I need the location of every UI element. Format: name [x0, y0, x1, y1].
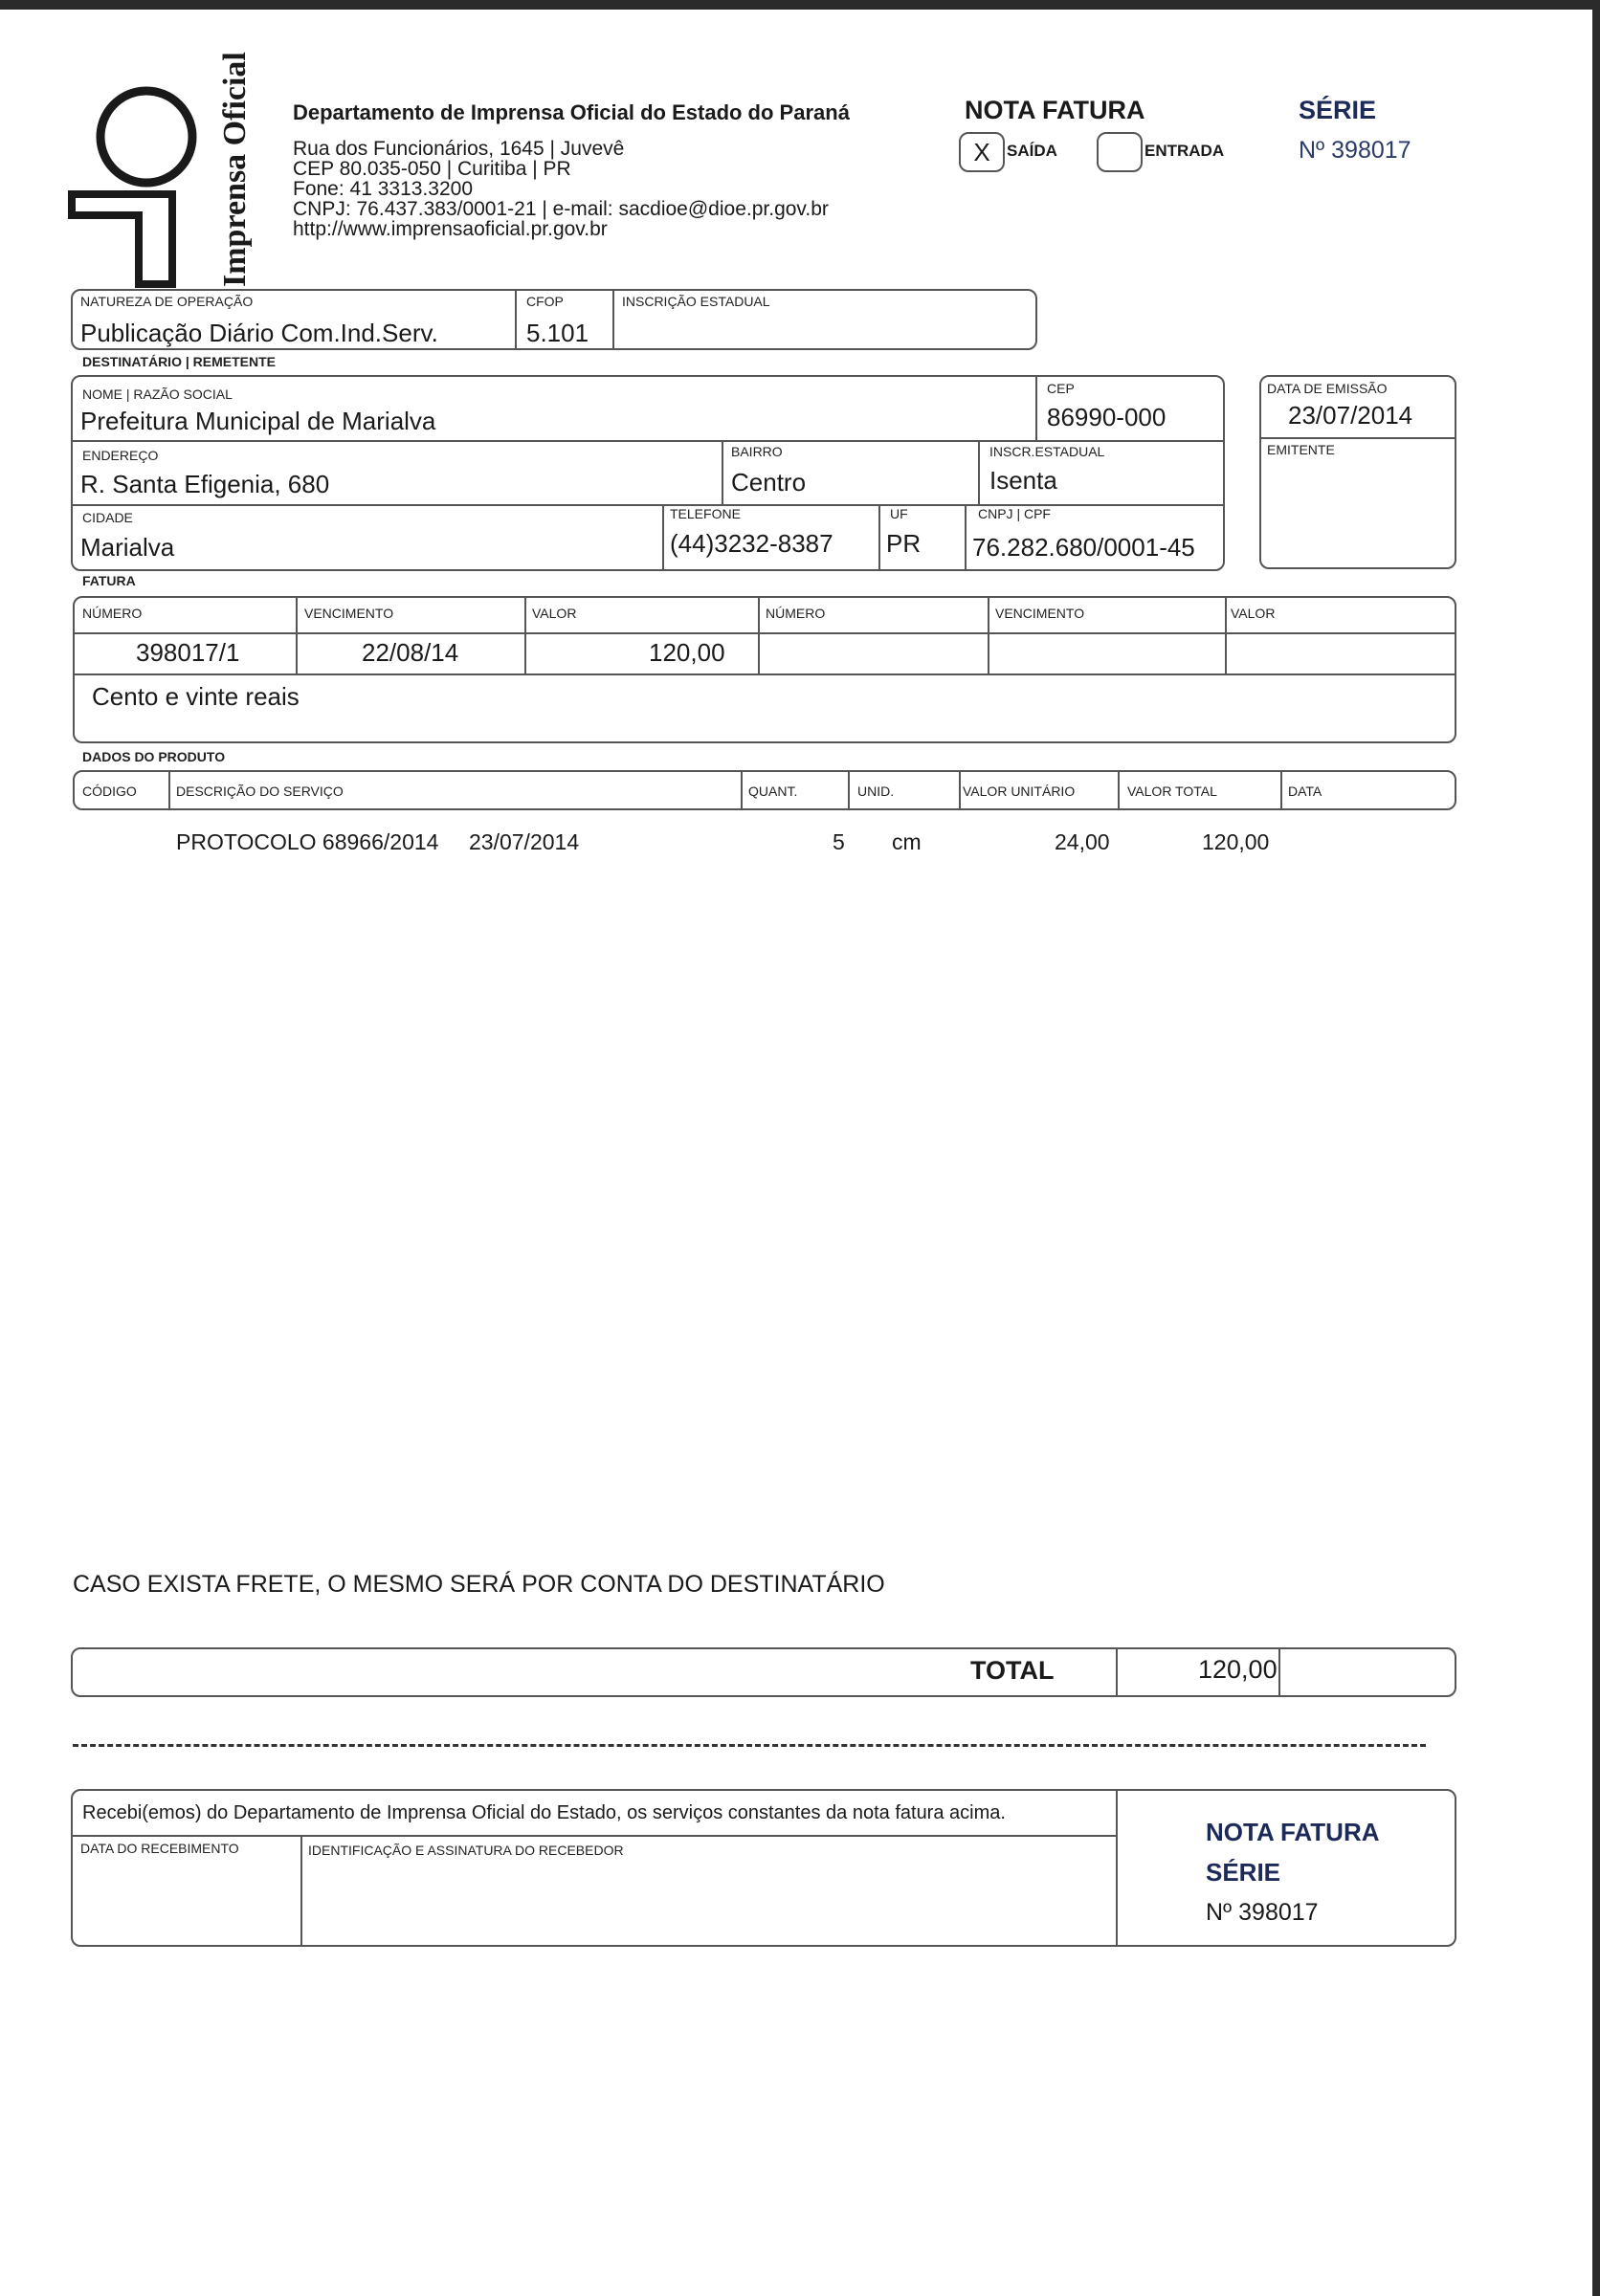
- doc-title: NOTA FATURA: [965, 96, 1145, 124]
- address-line: http://www.imprensaoficial.pr.gov.br: [293, 218, 608, 240]
- cep-value: 86990-000: [1047, 403, 1167, 431]
- address-line: Fone: 41 3313.3200: [293, 178, 473, 200]
- recibo-nota-title: NOTA FATURA: [1206, 1818, 1380, 1846]
- fatura-section-label: FATURA: [82, 573, 136, 588]
- org-address: [293, 139, 829, 239]
- saida-mark: X: [973, 138, 990, 166]
- logo-text: Imprensa Oficial: [217, 52, 253, 287]
- telefone-value: (44)3232-8387: [670, 529, 833, 558]
- produto-data-protocolo: 23/07/2014: [469, 829, 580, 854]
- entrada-label: ENTRADA: [1144, 142, 1225, 160]
- destinatario-section-label: DESTINATÁRIO | REMETENTE: [82, 354, 276, 369]
- org-name: Departamento de Imprensa Oficial do Estado do Paraná: [293, 100, 850, 124]
- produto-section-label: DADOS DO PRODUTO: [82, 749, 226, 764]
- fatura-header-numero: NÚMERO: [82, 606, 143, 621]
- fatura-numero: 398017/1: [136, 638, 240, 667]
- nome-value: Prefeitura Municipal de Marialva: [80, 407, 436, 435]
- address-line: CNPJ: 76.437.383/0001-21 | e-mail: sacdioe@dioe.pr.gov.br: [293, 198, 829, 220]
- produto-header-valor-total: VALOR TOTAL: [1127, 784, 1217, 799]
- total-label: TOTAL: [970, 1656, 1055, 1685]
- produto-header-descricao: DESCRIÇÃO DO SERVIÇO: [176, 784, 344, 799]
- recibo-numero: Nº 398017: [1206, 1899, 1319, 1926]
- produto-header-valor-unitario: VALOR UNITÁRIO: [963, 784, 1076, 799]
- produto-header-codigo: CÓDIGO: [82, 784, 137, 799]
- address-line: CEP 80.035-050 | Curitiba | PR: [293, 158, 571, 180]
- inscr-label: INSCR.ESTADUAL: [989, 444, 1105, 459]
- frete-note: CASO EXISTA FRETE, O MESMO SERÁ POR CONTA DO DESTINATÁRIO: [73, 1571, 885, 1598]
- produto-unid: cm: [892, 829, 922, 854]
- bairro-label: BAIRRO: [731, 444, 783, 459]
- produto-descricao: PROTOCOLO 68966/2014: [176, 829, 439, 854]
- endereco-label: ENDEREÇO: [82, 448, 159, 463]
- fatura-header-vencimento-2: VENCIMENTO: [995, 606, 1085, 621]
- scan-border-right: [1592, 0, 1600, 2296]
- cidade-value: Marialva: [80, 533, 175, 562]
- produto-valor-total: 120,00: [1202, 829, 1270, 854]
- fatura-header-valor: VALOR: [532, 606, 577, 621]
- ie-label: INSCRIÇÃO ESTADUAL: [622, 294, 770, 309]
- imprensa-oficial-logo: [67, 52, 253, 292]
- fatura-extenso: Cento e vinte reais: [92, 682, 300, 711]
- cidade-label: CIDADE: [82, 510, 133, 525]
- natureza-value: Publicação Diário Com.Ind.Serv.: [80, 319, 438, 347]
- fatura-valor: 120,00: [649, 638, 725, 667]
- endereco-value: R. Santa Efigenia, 680: [80, 470, 330, 498]
- logo-mark-icon: [67, 52, 253, 292]
- cfop-value: 5.101: [526, 319, 589, 347]
- produto-header-quant: QUANT.: [748, 784, 798, 799]
- produto-header-data: DATA: [1288, 784, 1322, 799]
- produto-header-unid: UNID.: [857, 784, 895, 799]
- data-emissao-label: DATA DE EMISSÃO: [1267, 381, 1388, 396]
- produto-valor-unitario: 24,00: [1055, 829, 1110, 854]
- saida-checkbox[interactable]: [959, 132, 1005, 172]
- uf-label: UF: [890, 506, 908, 521]
- inscr-value: Isenta: [989, 466, 1057, 495]
- natureza-label: NATUREZA DE OPERAÇÃO: [80, 294, 254, 309]
- saida-label: SAÍDA: [1007, 142, 1057, 160]
- produto-quant: 5: [833, 829, 845, 854]
- fatura-header-valor-2: VALOR: [1231, 606, 1276, 621]
- fatura-header-vencimento: VENCIMENTO: [304, 606, 394, 621]
- recibo-serie-label: SÉRIE: [1206, 1858, 1281, 1887]
- address-line: Rua dos Funcionários, 1645 | Juvevê: [293, 138, 625, 160]
- total-value: 120,00: [1198, 1655, 1278, 1684]
- cut-line-divider: [73, 1744, 1426, 1747]
- emitente-label: EMITENTE: [1267, 442, 1335, 457]
- fatura-vencimento: 22/08/14: [362, 638, 459, 667]
- cnpj-value: 76.282.680/0001-45: [972, 533, 1195, 562]
- serie-label: SÉRIE: [1299, 96, 1377, 124]
- recibo-text: Recebi(emos) do Departamento de Imprensa Oficial do Estado, os serviços constantes da nota fatura acima.: [82, 1802, 1006, 1823]
- nota-numero: Nº 398017: [1299, 137, 1411, 164]
- fatura-header-numero-2: NÚMERO: [766, 606, 826, 621]
- cep-label: CEP: [1047, 381, 1075, 396]
- uf-value: PR: [886, 529, 922, 558]
- bairro-value: Centro: [731, 468, 807, 497]
- entrada-checkbox[interactable]: [1097, 132, 1143, 172]
- scan-border-top: [0, 0, 1600, 10]
- cfop-label: CFOP: [526, 294, 564, 309]
- telefone-label: TELEFONE: [670, 506, 741, 521]
- assinatura-label: IDENTIFICAÇÃO E ASSINATURA DO RECEBEDOR: [308, 1843, 624, 1858]
- cnpj-label: CNPJ | CPF: [978, 506, 1051, 521]
- nome-label: NOME | RAZÃO SOCIAL: [82, 386, 233, 402]
- data-emissao-value: 23/07/2014: [1288, 401, 1413, 430]
- data-recebimento-label: DATA DO RECEBIMENTO: [80, 1841, 239, 1856]
